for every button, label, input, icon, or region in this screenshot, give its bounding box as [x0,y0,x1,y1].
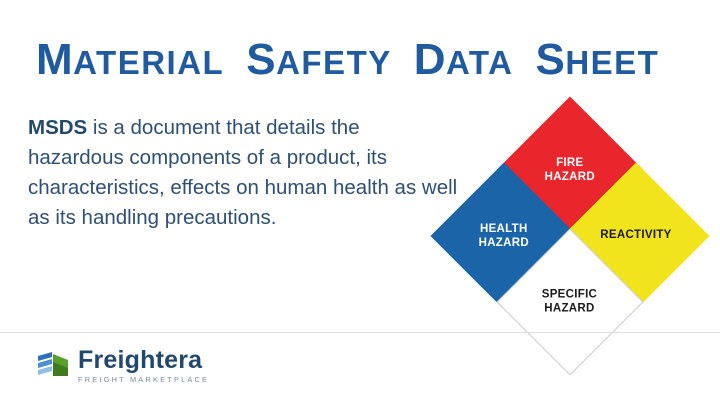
title-rest-ata: ATA [446,44,514,81]
freightera-logo [36,344,209,386]
title-word-material [36,36,224,87]
title-cap-d: D [413,35,447,84]
fire-hazard-label-line2: HAZARD [544,169,596,182]
footer-divider [0,332,720,333]
description-paragraph [28,113,458,233]
title-rest-aterial: ATERIAL [73,44,225,81]
title-word-safety [246,36,392,87]
fire-hazard-label [545,156,595,183]
freightera-wordmark [78,347,209,384]
logo-brand-name: Freightera [78,345,203,374]
nfpa-hazard-diamond [448,112,696,352]
title-word-data [414,36,514,87]
description-text: is a document that details the hazardous components of a product, its characteristics, effects on human health as well as its handling precautions. [28,116,458,229]
title-cap-m: M [36,35,74,84]
health-hazard-label-line2: HAZARD [478,235,530,248]
title-rest-afety: AFETY [276,44,392,81]
title-cap-s2: S [535,35,566,84]
freightera-logo-icon [36,350,70,380]
title-rest-heet: HEET [565,44,660,81]
specific-hazard-label [542,289,597,316]
health-hazard-label [479,222,529,249]
reactivity-label-line1: REACTIVITY [600,229,672,242]
logo-tagline: FREIGHT MARKETPLACE [78,374,210,384]
specific-hazard-label-line1: SPECIFIC [542,288,598,301]
title-cap-s1: S [246,35,277,84]
title-word-sheet [535,36,659,87]
fire-hazard-label-line1: FIRE [556,156,584,169]
page-title [36,36,696,87]
health-hazard-label-line1: HEALTH [480,222,528,235]
msds-acronym: MSDS [28,116,88,139]
specific-hazard-label-line2: HAZARD [544,302,596,314]
reactivity-label [600,229,671,243]
